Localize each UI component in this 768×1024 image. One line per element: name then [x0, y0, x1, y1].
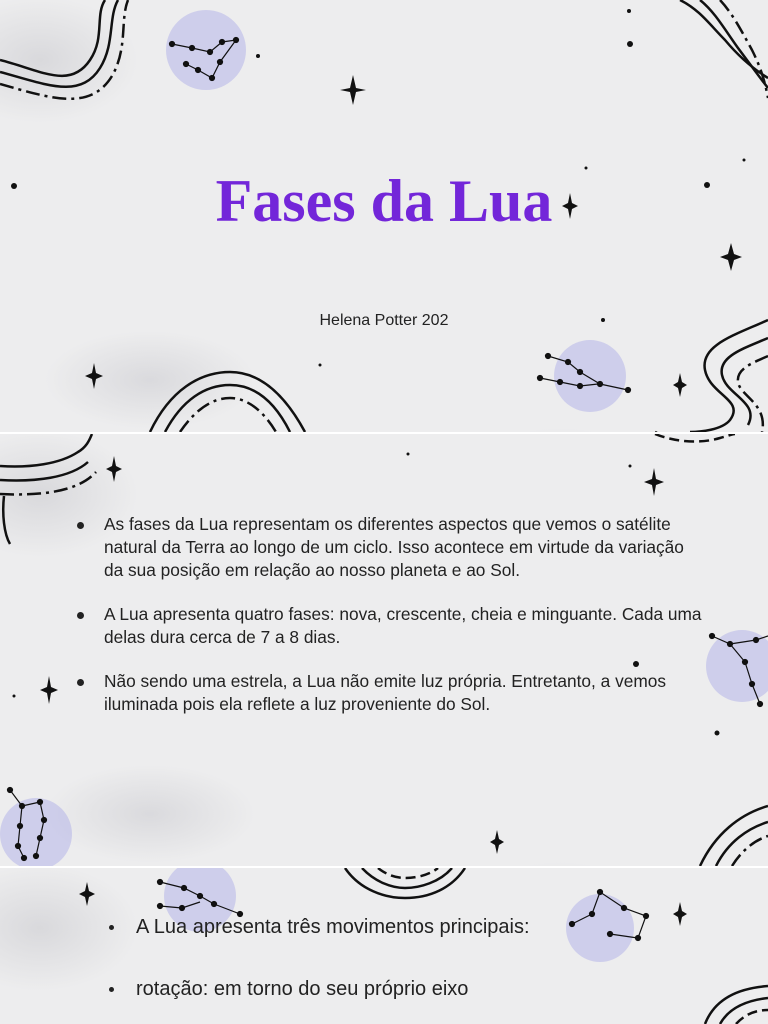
list-item-text: As fases da Lua representam os diferentes aspectos que vemos o satélite natural da Terra ao longo de um ciclo. Isso acontece em virtude da variação da sua posição em relação ao nosso planeta e ao Sol. — [104, 514, 684, 580]
wave-lines — [0, 0, 128, 99]
slide-moon-phases — [0, 434, 768, 866]
page-title: Fases da Lua — [215, 168, 553, 234]
wave-lines — [700, 806, 768, 866]
bullet-icon — [109, 987, 114, 992]
slide-title — [0, 0, 768, 432]
bullet-icon — [109, 925, 114, 930]
bullet-icon — [77, 679, 84, 686]
watercolor-blob — [554, 340, 626, 412]
list-item — [104, 670, 704, 716]
list-item-text: Não sendo uma estrela, a Lua não emite luz própria. Entretanto, a vemos iluminada pois ela reflete a luz proveniente do Sol. — [104, 671, 666, 714]
list-item — [136, 976, 696, 1002]
bullet-icon — [77, 522, 84, 529]
wave-lines — [150, 372, 305, 432]
list-item — [136, 914, 696, 940]
slide-moon-movements — [0, 868, 768, 1024]
list-item-text: A Lua apresenta três movimentos principais: — [136, 916, 530, 938]
list-item-text: A Lua apresenta quatro fases: nova, crescente, cheia e minguante. Cada uma delas dura cerca de 7 a 8 dias. — [104, 604, 702, 647]
author-subtitle: Helena Potter 202 — [319, 312, 449, 329]
list-item — [104, 603, 704, 649]
sparkle-stars — [85, 75, 742, 397]
bullet-icon — [77, 612, 84, 619]
list-item — [104, 513, 704, 582]
watercolor-blob — [166, 10, 246, 90]
bullet-list — [136, 914, 696, 1024]
list-item-text: rotação: em torno do seu próprio eixo — [136, 978, 469, 1000]
wave-lines — [655, 320, 768, 432]
bullet-list — [104, 513, 704, 737]
wave-lines — [655, 434, 735, 441]
wave-lines — [680, 0, 768, 98]
